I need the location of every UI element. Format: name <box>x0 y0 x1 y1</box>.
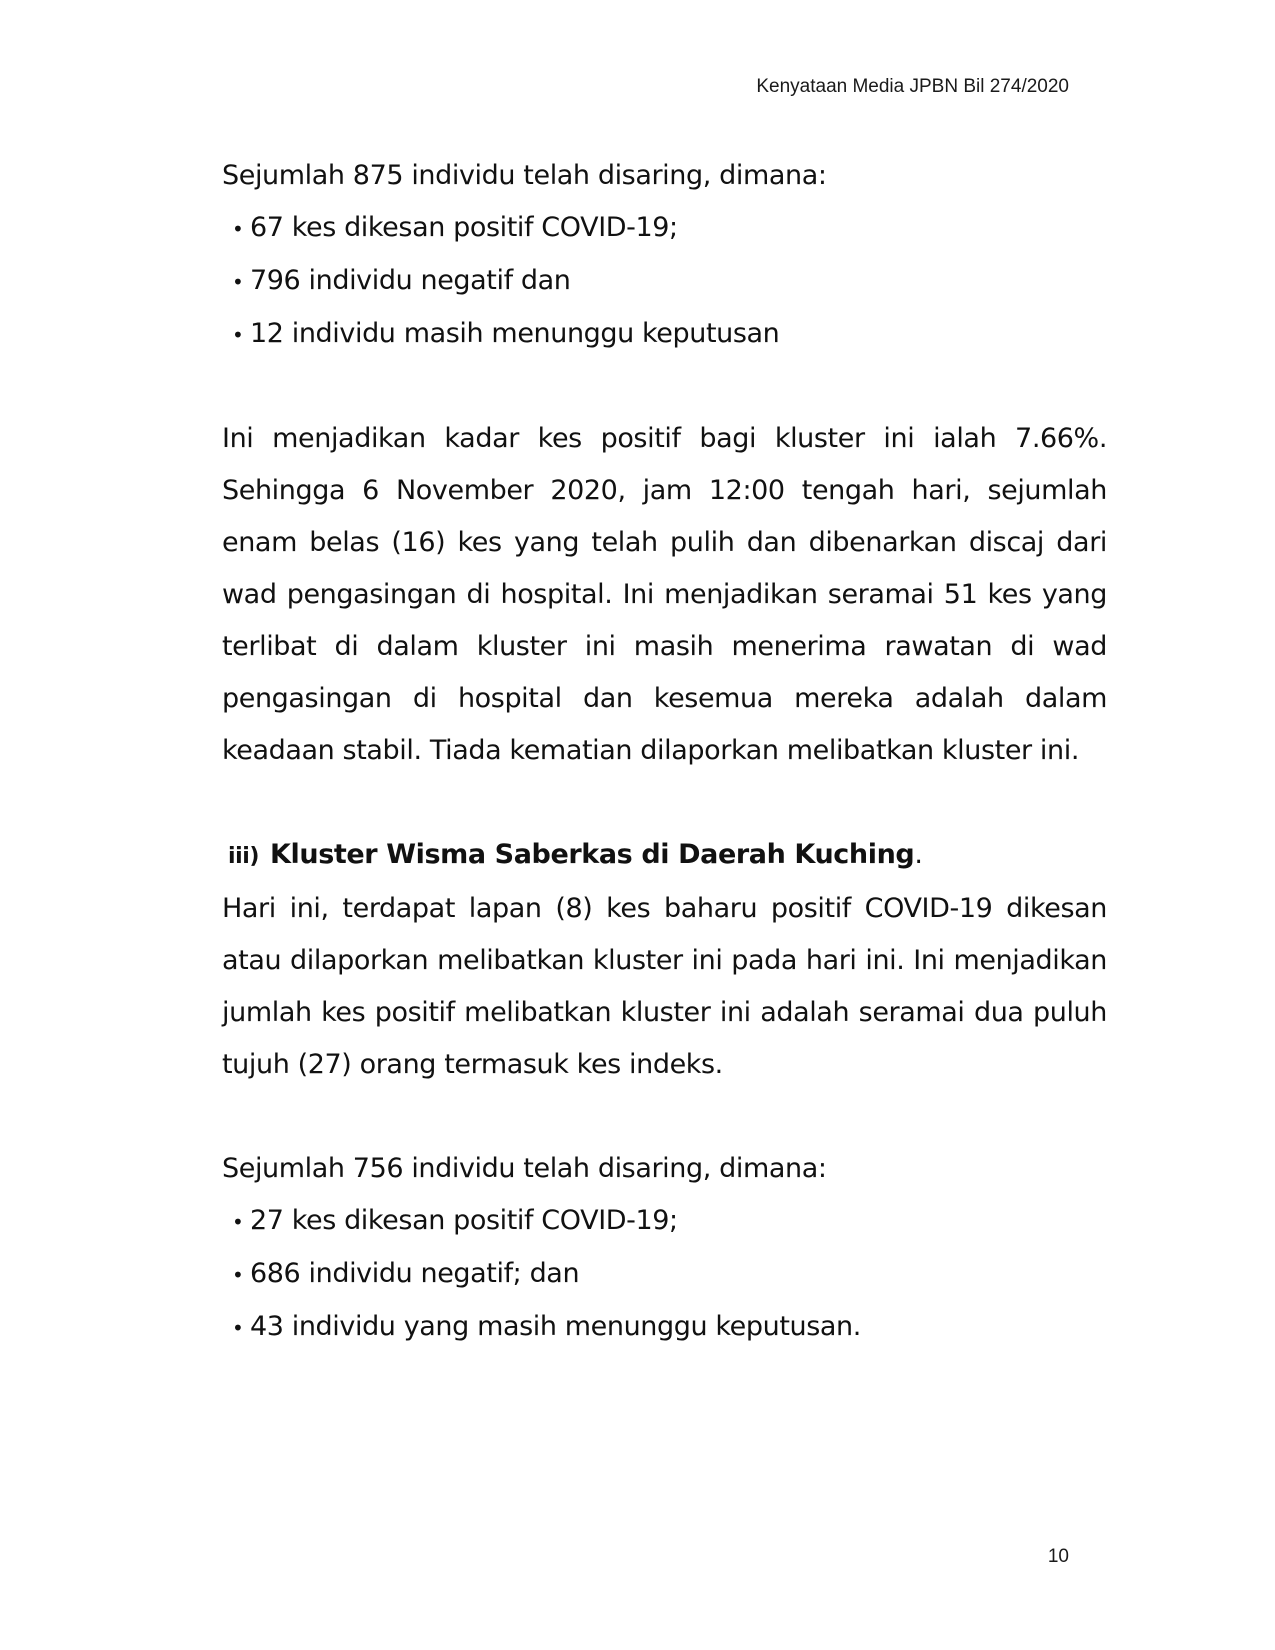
cluster-status-paragraph: Ini menjadikan kadar kes positif bagi kluster ini ialah 7.66%. Sehingga 6 November 2020, jam 12:00 tengah hari, sejumlah enam belas (16) kes yang telah pulih dan dibenarkan discaj dari wad pengasingan di hospital. Ini menjadikan seramai 51 kes yang terlibat di dalam kluster ini masih menerima rawatan di wad pengasingan di hospital dan kesemua mereka adalah dalam keadaan stabil. Tiada kematian dilaporkan melibatkan kluster ini. <box>222 423 1107 766</box>
screening-intro-1: Sejumlah 875 individu telah disaring, dimana: <box>222 160 827 191</box>
bullet-icon: • <box>232 270 244 294</box>
list-item-text: 27 kes dikesan positif COVID-19; <box>250 1205 678 1236</box>
bullet-icon: • <box>232 323 244 347</box>
new-cases-paragraph: Hari ini, terdapat lapan (8) kes baharu positif COVID-19 dikesan atau dilaporkan melibatkan kluster ini pada hari ini. Ini menjadikan jumlah kes positif melibatkan kluster ini adalah seramai dua puluh tujuh (27) orang termasuk kes indeks. <box>222 893 1107 1080</box>
list-item <box>222 1301 1107 1354</box>
bullet-icon: • <box>232 1263 244 1287</box>
spacer <box>222 777 1107 829</box>
spacer <box>222 1091 1107 1143</box>
list-item <box>222 255 1107 308</box>
document-header: Kenyataan Media JPBN Bil 274/2020 <box>756 76 1069 97</box>
screening-intro-2: Sejumlah 756 individu telah disaring, dimana: <box>222 1153 827 1184</box>
list-item-text: 12 individu masih menunggu keputusan <box>250 318 780 349</box>
page-number: 10 <box>1047 1546 1069 1567</box>
list-item-text: 686 individu negatif; dan <box>250 1258 580 1289</box>
list-item-text: 796 individu negatif dan <box>250 265 571 296</box>
list-item <box>222 308 1107 361</box>
section-heading <box>222 829 1107 883</box>
bullet-icon: • <box>232 217 244 241</box>
spacer <box>222 361 1107 413</box>
bullet-icon: • <box>232 1210 244 1234</box>
screening-results-list-1 <box>222 202 1107 361</box>
section-number: iii) <box>228 844 260 869</box>
section-title: Kluster Wisma Saberkas di Daerah Kuching <box>270 839 915 870</box>
screening-results-list-2 <box>222 1195 1107 1354</box>
list-item <box>222 1195 1107 1248</box>
document-body <box>222 150 1107 1354</box>
list-item <box>222 1248 1107 1301</box>
list-item <box>222 202 1107 255</box>
list-item-text: 43 individu yang masih menunggu keputusan. <box>250 1311 861 1342</box>
bullet-icon: • <box>232 1316 244 1340</box>
list-item-text: 67 kes dikesan positif COVID-19; <box>250 212 678 243</box>
section-title-suffix: . <box>914 839 923 870</box>
